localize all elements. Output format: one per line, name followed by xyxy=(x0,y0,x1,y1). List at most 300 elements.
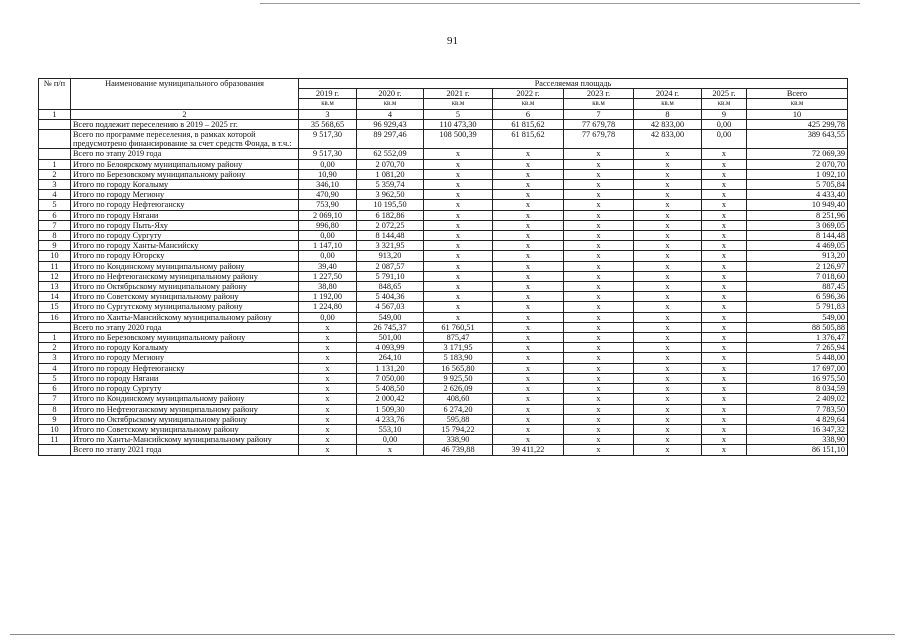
area-value: х xyxy=(702,312,747,322)
total-area: 4 433,40 xyxy=(747,190,848,200)
table-row xyxy=(39,312,848,322)
area-value: 1 131,20 xyxy=(357,363,424,373)
row-number: 4 xyxy=(39,363,71,373)
area-value: х xyxy=(299,394,357,404)
area-value: х xyxy=(634,322,702,332)
municipality-name: Итого по Нефтеюганскому муниципальному району xyxy=(71,271,299,281)
area-value: х xyxy=(493,292,564,302)
area-value: х xyxy=(564,261,634,271)
area-value: х xyxy=(424,149,493,159)
row-number: 6 xyxy=(39,384,71,394)
area-value: х xyxy=(634,312,702,322)
unit-header: кв.м xyxy=(357,99,424,109)
area-value: 1 227,50 xyxy=(299,271,357,281)
area-value: х xyxy=(702,231,747,241)
area-value: 8 144,48 xyxy=(357,231,424,241)
area-value: х xyxy=(493,302,564,312)
resettlement-table xyxy=(38,78,848,456)
area-value: 9 517,30 xyxy=(299,130,357,149)
municipality-name: Итого по Ханты-Мансийскому муниципальному району xyxy=(71,435,299,445)
area-value: х xyxy=(424,251,493,261)
area-value: х xyxy=(424,169,493,179)
area-value: х xyxy=(424,241,493,251)
area-value: х xyxy=(564,353,634,363)
area-value: х xyxy=(634,424,702,434)
area-value: 2 626,09 xyxy=(424,384,493,394)
municipality-name: Итого по Белоярскому муниципальному району xyxy=(71,159,299,169)
row-number: 1 xyxy=(39,333,71,343)
row-number: 6 xyxy=(39,210,71,220)
area-value: х xyxy=(424,180,493,190)
year-header: 2020 г. xyxy=(357,89,424,99)
area-value: х xyxy=(424,200,493,210)
area-value: х xyxy=(424,159,493,169)
area-value: х xyxy=(493,363,564,373)
area-value: х xyxy=(564,333,634,343)
total-area: 8 034,59 xyxy=(747,384,848,394)
area-value: х xyxy=(564,220,634,230)
table-row xyxy=(39,180,848,190)
area-value: х xyxy=(493,220,564,230)
area-value: х xyxy=(702,200,747,210)
area-value: х xyxy=(634,261,702,271)
area-value: х xyxy=(493,282,564,292)
table-row xyxy=(39,149,848,159)
area-value: х xyxy=(299,343,357,353)
area-value: х xyxy=(299,414,357,424)
area-value: 875,47 xyxy=(424,333,493,343)
area-value: х xyxy=(564,180,634,190)
total-area: 7 018,60 xyxy=(747,271,848,281)
area-value: х xyxy=(702,210,747,220)
total-area: 338,90 xyxy=(747,435,848,445)
area-value: х xyxy=(493,231,564,241)
area-value: х xyxy=(702,394,747,404)
total-area: 5 791,83 xyxy=(747,302,848,312)
area-value: 39 411,22 xyxy=(493,445,564,455)
municipality-name: Итого по городу Сургуту xyxy=(71,231,299,241)
row-number: 8 xyxy=(39,231,71,241)
page-number: 91 xyxy=(447,35,458,47)
area-value: х xyxy=(493,241,564,251)
municipality-name: Итого по Советскому муниципальному району xyxy=(71,424,299,434)
total-area: 2 126,97 xyxy=(747,261,848,271)
total-area: 7 783,50 xyxy=(747,404,848,414)
area-value: х xyxy=(424,190,493,200)
unit-header: кв.м xyxy=(564,99,634,109)
municipality-name: Итого по городу Мегиону xyxy=(71,353,299,363)
area-value: 46 739,88 xyxy=(424,445,493,455)
area-value: х xyxy=(493,312,564,322)
scan-edge-bottom xyxy=(10,634,895,635)
row-number xyxy=(39,149,71,159)
area-value: 3 321,95 xyxy=(357,241,424,251)
area-value: х xyxy=(299,373,357,383)
table-row xyxy=(39,373,848,383)
area-value: х xyxy=(493,333,564,343)
area-value: х xyxy=(564,363,634,373)
area-value: 501,00 xyxy=(357,333,424,343)
area-value: 15 794,22 xyxy=(424,424,493,434)
row-number: 10 xyxy=(39,251,71,261)
table-row xyxy=(39,302,848,312)
total-area: 86 151,10 xyxy=(747,445,848,455)
area-value: х xyxy=(702,180,747,190)
row-number xyxy=(39,445,71,455)
area-value: х xyxy=(702,353,747,363)
area-value: х xyxy=(493,180,564,190)
row-number: 14 xyxy=(39,292,71,302)
area-value: х xyxy=(634,384,702,394)
table-row xyxy=(39,353,848,363)
area-value: х xyxy=(493,251,564,261)
area-value: 3 962,50 xyxy=(357,190,424,200)
total-area: 8 144,48 xyxy=(747,231,848,241)
area-value: 62 552,09 xyxy=(357,149,424,159)
municipality-name: Итого по Березовскому муниципальному району xyxy=(71,169,299,179)
area-value: 61 815,62 xyxy=(493,130,564,149)
column-number: 4 xyxy=(357,109,424,119)
column-number: 10 xyxy=(747,109,848,119)
area-value: х xyxy=(299,353,357,363)
municipality-name: Итого по городу Югорску xyxy=(71,251,299,261)
area-value: х xyxy=(634,241,702,251)
unit-header: кв.м xyxy=(634,99,702,109)
total-area: 5 448,00 xyxy=(747,353,848,363)
table-row xyxy=(39,404,848,414)
area-value: х xyxy=(702,271,747,281)
area-value: х xyxy=(299,322,357,332)
total-area: 1 376,47 xyxy=(747,333,848,343)
header-num: № п/п xyxy=(39,79,71,110)
municipality-name: Итого по городу Пыть-Яху xyxy=(71,220,299,230)
area-value: х xyxy=(702,445,747,455)
municipality-name: Итого по Кондинскому муниципальному району xyxy=(71,261,299,271)
area-value: 0,00 xyxy=(299,312,357,322)
area-value: х xyxy=(634,363,702,373)
row-number: 3 xyxy=(39,353,71,363)
area-value: 39,40 xyxy=(299,261,357,271)
column-number: 2 xyxy=(71,109,299,119)
table-row xyxy=(39,210,848,220)
table-row xyxy=(39,119,848,129)
table-row xyxy=(39,333,848,343)
area-value: х xyxy=(493,435,564,445)
year-header: Всего xyxy=(747,89,848,99)
municipality-name: Итого по Октябрьскому муниципальному району xyxy=(71,414,299,424)
area-value: х xyxy=(634,210,702,220)
header-colnum-row xyxy=(39,109,848,119)
area-value: х xyxy=(357,445,424,455)
area-value: х xyxy=(634,282,702,292)
total-area: 2 070,70 xyxy=(747,159,848,169)
area-value: х xyxy=(564,445,634,455)
unit-header: кв.м xyxy=(299,99,357,109)
area-value: х xyxy=(493,210,564,220)
total-area: 549,00 xyxy=(747,312,848,322)
unit-header: кв.м xyxy=(424,99,493,109)
area-value: х xyxy=(702,363,747,373)
area-value: х xyxy=(299,424,357,434)
municipality-name: Всего подлежит переселению в 2019 – 2025 гг. xyxy=(71,119,299,129)
area-value: х xyxy=(424,282,493,292)
row-number: 5 xyxy=(39,200,71,210)
area-value: х xyxy=(424,312,493,322)
year-header: 2019 г. xyxy=(299,89,357,99)
area-value: х xyxy=(299,445,357,455)
area-value: х xyxy=(634,333,702,343)
area-value: х xyxy=(634,180,702,190)
area-value: 1 081,20 xyxy=(357,169,424,179)
area-value: х xyxy=(493,271,564,281)
table-row xyxy=(39,130,848,149)
table-row xyxy=(39,282,848,292)
area-value: 26 745,37 xyxy=(357,322,424,332)
table-row xyxy=(39,435,848,445)
municipality-name: Итого по городу Нягани xyxy=(71,210,299,220)
area-value: х xyxy=(702,292,747,302)
area-value: х xyxy=(564,302,634,312)
table-row xyxy=(39,261,848,271)
area-value: х xyxy=(702,424,747,434)
row-number xyxy=(39,130,71,149)
area-value: х xyxy=(702,261,747,271)
row-number: 16 xyxy=(39,312,71,322)
row-number: 3 xyxy=(39,180,71,190)
table-row xyxy=(39,343,848,353)
area-value: х xyxy=(299,333,357,343)
total-area: 425 299,78 xyxy=(747,119,848,129)
area-value: х xyxy=(424,302,493,312)
area-value: х xyxy=(493,394,564,404)
table-row xyxy=(39,231,848,241)
area-value: х xyxy=(702,159,747,169)
area-value: х xyxy=(634,404,702,414)
total-area: 17 697,00 xyxy=(747,363,848,373)
area-value: 5 183,90 xyxy=(424,353,493,363)
row-number: 11 xyxy=(39,261,71,271)
area-value: 0,00 xyxy=(299,231,357,241)
area-value: 5 404,36 xyxy=(357,292,424,302)
area-value: 7 050,00 xyxy=(357,373,424,383)
area-value: х xyxy=(424,210,493,220)
area-value: х xyxy=(493,159,564,169)
area-value: х xyxy=(493,404,564,414)
area-value: 913,20 xyxy=(357,251,424,261)
municipality-name: Итого по Советскому муниципальному району xyxy=(71,292,299,302)
area-value: 549,00 xyxy=(357,312,424,322)
row-number: 8 xyxy=(39,404,71,414)
row-number: 12 xyxy=(39,271,71,281)
row-number: 9 xyxy=(39,414,71,424)
row-number: 11 xyxy=(39,435,71,445)
municipality-name: Всего по этапу 2021 года xyxy=(71,445,299,455)
area-value: х xyxy=(634,169,702,179)
area-value: 38,80 xyxy=(299,282,357,292)
area-value: х xyxy=(564,210,634,220)
row-number: 9 xyxy=(39,241,71,251)
table-row xyxy=(39,190,848,200)
municipality-name: Итого по Нефтеюганскому муниципальному району xyxy=(71,404,299,414)
row-number: 10 xyxy=(39,424,71,434)
area-value: х xyxy=(564,312,634,322)
area-value: х xyxy=(424,271,493,281)
area-value: 6 182,86 xyxy=(357,210,424,220)
area-value: х xyxy=(634,394,702,404)
area-value: 5 791,10 xyxy=(357,271,424,281)
area-value: 108 500,39 xyxy=(424,130,493,149)
area-value: 5 408,50 xyxy=(357,384,424,394)
area-value: х xyxy=(493,373,564,383)
area-value: х xyxy=(634,353,702,363)
table-row xyxy=(39,424,848,434)
table-row xyxy=(39,251,848,261)
total-area: 5 705,84 xyxy=(747,180,848,190)
row-number xyxy=(39,119,71,129)
municipality-name: Итого по городу Нефтеюганску xyxy=(71,200,299,210)
scan-edge-top xyxy=(260,3,860,4)
area-value: х xyxy=(493,353,564,363)
unit-header: кв.м xyxy=(747,99,848,109)
year-header: 2024 г. xyxy=(634,89,702,99)
area-value: х xyxy=(634,271,702,281)
area-value: х xyxy=(564,435,634,445)
table-row xyxy=(39,394,848,404)
area-value: 96 929,43 xyxy=(357,119,424,129)
area-value: х xyxy=(564,190,634,200)
area-value: 2 087,57 xyxy=(357,261,424,271)
total-area: 6 596,36 xyxy=(747,292,848,302)
area-value: х xyxy=(424,220,493,230)
area-value: х xyxy=(702,282,747,292)
area-value: х xyxy=(634,159,702,169)
header-name: Наименование муниципального образования xyxy=(71,79,299,110)
area-value: х xyxy=(424,292,493,302)
area-value: 4 233,76 xyxy=(357,414,424,424)
column-number: 5 xyxy=(424,109,493,119)
area-value: 2 072,25 xyxy=(357,220,424,230)
area-value: х xyxy=(702,414,747,424)
total-area: 1 092,10 xyxy=(747,169,848,179)
table-row xyxy=(39,241,848,251)
area-value: х xyxy=(493,322,564,332)
area-value: х xyxy=(564,231,634,241)
area-value: х xyxy=(634,292,702,302)
area-value: х xyxy=(634,302,702,312)
area-value: х xyxy=(493,190,564,200)
area-value: 42 833,00 xyxy=(634,130,702,149)
area-value: 10,90 xyxy=(299,169,357,179)
area-value: х xyxy=(564,322,634,332)
municipality-name: Итого по Октябрьскому муниципальному району xyxy=(71,282,299,292)
municipality-name: Итого по Кондинскому муниципальному району xyxy=(71,394,299,404)
row-number: 7 xyxy=(39,394,71,404)
total-area: 88 505,88 xyxy=(747,322,848,332)
area-value: 2 069,10 xyxy=(299,210,357,220)
area-value: 848,65 xyxy=(357,282,424,292)
area-value: х xyxy=(634,445,702,455)
row-number xyxy=(39,322,71,332)
area-value: х xyxy=(493,200,564,210)
area-value: х xyxy=(634,414,702,424)
area-value: 0,00 xyxy=(702,119,747,129)
table-row xyxy=(39,292,848,302)
area-value: 77 679,78 xyxy=(564,119,634,129)
area-value: х xyxy=(564,200,634,210)
area-value: 753,90 xyxy=(299,200,357,210)
column-number: 3 xyxy=(299,109,357,119)
column-number: 6 xyxy=(493,109,564,119)
area-value: х xyxy=(493,169,564,179)
area-value: х xyxy=(634,220,702,230)
area-value: х xyxy=(702,343,747,353)
table-row xyxy=(39,384,848,394)
total-area: 4 829,64 xyxy=(747,414,848,424)
row-number: 7 xyxy=(39,220,71,230)
row-number: 2 xyxy=(39,169,71,179)
area-value: 61 760,51 xyxy=(424,322,493,332)
area-value: х xyxy=(299,404,357,414)
municipality-name: Итого по городу Мегиону xyxy=(71,190,299,200)
area-value: х xyxy=(634,231,702,241)
municipality-name: Итого по городу Ханты-Мансийску xyxy=(71,241,299,251)
area-value: х xyxy=(564,169,634,179)
year-header: 2022 г. xyxy=(493,89,564,99)
area-value: 1 147,10 xyxy=(299,241,357,251)
area-value: х xyxy=(634,373,702,383)
municipality-name: Итого по городу Когалыму xyxy=(71,343,299,353)
area-value: 77 679,78 xyxy=(564,130,634,149)
area-value: 6 274,20 xyxy=(424,404,493,414)
area-value: х xyxy=(634,190,702,200)
area-value: х xyxy=(564,424,634,434)
area-value: 996,80 xyxy=(299,220,357,230)
total-area: 3 069,05 xyxy=(747,220,848,230)
area-value: х xyxy=(493,424,564,434)
area-value: 61 815,62 xyxy=(493,119,564,129)
area-value: 2 000,42 xyxy=(357,394,424,404)
area-value: х xyxy=(564,343,634,353)
area-value: х xyxy=(702,241,747,251)
area-value: х xyxy=(493,384,564,394)
area-value: х xyxy=(299,384,357,394)
area-value: 264,10 xyxy=(357,353,424,363)
table-row xyxy=(39,414,848,424)
header-row-1 xyxy=(39,79,848,89)
municipality-name: Всего по этапу 2019 года xyxy=(71,149,299,159)
municipality-name: Итого по городу Нягани xyxy=(71,373,299,383)
area-value: х xyxy=(564,384,634,394)
area-value: х xyxy=(564,414,634,424)
area-value: 1 509,30 xyxy=(357,404,424,414)
total-area: 72 069,39 xyxy=(747,149,848,159)
area-value: х xyxy=(299,435,357,445)
area-value: х xyxy=(564,373,634,383)
area-value: х xyxy=(564,271,634,281)
total-area: 7 265,94 xyxy=(747,343,848,353)
total-area: 4 469,05 xyxy=(747,241,848,251)
municipality-name: Итого по Сургутскому муниципальному району xyxy=(71,302,299,312)
row-number: 4 xyxy=(39,190,71,200)
year-header: 2023 г. xyxy=(564,89,634,99)
unit-header: кв.м xyxy=(702,99,747,109)
area-value: 10 195,50 xyxy=(357,200,424,210)
area-value: х xyxy=(493,149,564,159)
area-value: х xyxy=(702,149,747,159)
header-area: Расселяемая площадь xyxy=(299,79,848,89)
municipality-name: Всего по программе переселения, в рамках которой предусмотрено финансирование за счет средств Фонда, в т.ч.: xyxy=(71,130,299,149)
area-value: х xyxy=(493,343,564,353)
